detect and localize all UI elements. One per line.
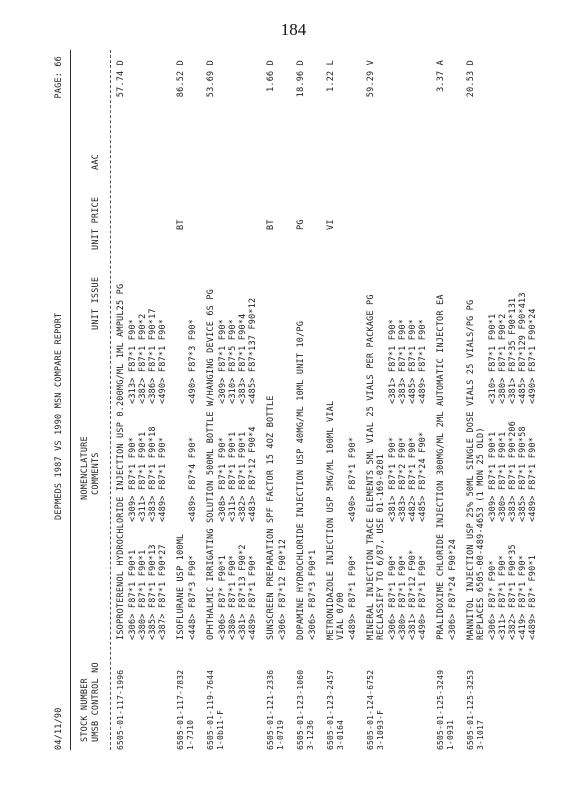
report-page-label: PAGE: 66 <box>54 56 64 99</box>
reference-code: <306> F87*3 F90*1 <box>308 549 318 640</box>
unit-issue: VI <box>326 219 336 230</box>
comment-text: REPLACES 6505-00-489-4653 (1 MON 25 OLD) <box>476 427 486 640</box>
entry-row <box>296 50 326 750</box>
reference-code: <309> F87*1 F90*1 <box>488 431 498 522</box>
report-title: DEPMEDS 1987 VS 1990 MSN COMPARE REPORT <box>54 312 64 520</box>
nomenclature <box>326 120 358 640</box>
control-number-value: 3-1017 <box>476 719 485 750</box>
reference-code: <489> F87* F90*1 <box>528 554 538 640</box>
reference-code: <308> F87*1 F90* <box>218 436 228 522</box>
stock-number <box>436 645 456 750</box>
nomenclature-text: ISOFLURANE USP 100ML <box>176 533 186 640</box>
nomenclature-text: METRONIDAZOLE INJECTION USP 5MG/ML 100ML VIAL <box>326 400 336 640</box>
comment-text: VIAL 0/00 <box>336 592 346 640</box>
reference-code: <490> F87*1 F90*24 <box>528 308 538 404</box>
stock-number-value: 6505-01-121-2336 <box>266 669 275 750</box>
unit-price: 86.52 D <box>176 60 186 98</box>
nomenclature <box>116 120 168 640</box>
stock-number <box>206 645 226 750</box>
nomenclature <box>176 120 198 640</box>
stock-number-value: 6505-01-117-1996 <box>116 669 125 750</box>
reference-row <box>488 286 498 640</box>
reference-codes <box>388 286 428 640</box>
col-umsb-control: UMSB CONTROL NO <box>91 662 101 742</box>
unit-price: 1.22 L <box>326 60 336 92</box>
entry-row <box>466 50 546 750</box>
reference-code: <381> F87*1 F90* <box>388 436 398 522</box>
col-unit-price: UNIT PRICE <box>91 196 101 250</box>
nomenclature <box>206 120 258 640</box>
col-unit-issue: UNIT ISSUE <box>91 276 101 330</box>
reference-code: <489> F87*1 F90* <box>528 436 538 522</box>
unit-issue: BT <box>176 219 186 230</box>
nomenclature-text: OPHTHALMIC IRRIGATING SOLUTION 500ML BOTTLE W/HANGING DEVICE 6S PG <box>206 289 216 640</box>
reference-row <box>218 286 228 640</box>
reference-row <box>508 286 518 640</box>
reference-row <box>128 286 138 640</box>
nomenclature-text: MANNITOL INJECTION USP 25% 50ML SINGLE DOSE VIALS 25 VIALS/PG PG <box>466 299 476 640</box>
reference-code: <381> F87*35 F90*131 <box>508 297 518 404</box>
stock-number-value: 6505-01-123-2457 <box>326 669 335 750</box>
unit-price: 18.96 D <box>296 60 306 98</box>
nomenclature-text: DOPAMINE HYDROCHLORIDE INJECTION USP 40MG/ML 10ML UNIT 10/PG <box>296 320 306 640</box>
reference-row <box>448 522 458 640</box>
reference-row <box>398 286 408 640</box>
entry-row <box>266 50 296 750</box>
page-number: 184 <box>280 20 307 39</box>
reference-code: <380> F87*1 F90* <box>398 554 408 640</box>
reference-row <box>278 522 288 640</box>
report-sheet <box>50 50 538 750</box>
reference-code: <385> F87*1 F90*13 <box>148 544 158 640</box>
reference-code: <383> F87*1 F90*4 <box>238 313 248 404</box>
reference-code: <380> F87*1 F90*2 <box>498 313 508 404</box>
entry-row <box>436 50 466 750</box>
entry-row <box>176 50 206 750</box>
stock-number-value: 6505-01-123-1060 <box>296 669 305 750</box>
reference-code: <309> F87*1 F90* <box>218 318 228 404</box>
reference-code: <383> F87*1 F90*206 <box>508 420 518 522</box>
col-stock-number: STOCK NUMBER <box>80 678 90 742</box>
reference-code: <382> F87*1 F90*2 <box>138 313 148 404</box>
reference-row <box>238 286 248 640</box>
stock-number <box>266 645 286 750</box>
col-nomenclature: NOMENCLATURE <box>80 436 90 500</box>
control-number-value: 1-0b11-F <box>216 709 225 750</box>
reference-codes <box>308 522 318 640</box>
reference-code: <489> F87*4 F90* <box>188 436 198 522</box>
col-comments: COMMENTS <box>91 452 101 495</box>
reference-code: <485> F87*129 F90*413 <box>518 292 528 404</box>
nomenclature-text: ISOPROTERENOL HYDROCHLORIDE INJECTION USP 0.200MG/ML 1ML AMPUL25 PG <box>116 283 126 640</box>
nomenclature-text: PRALIDOXIME CHLORIDE INJECTION 300MG/ML 2ML AUTOMATIC INJECTOR EA <box>436 294 446 640</box>
reference-code: <387> F87*1 F90*27 <box>158 544 168 640</box>
nomenclature <box>466 120 538 640</box>
col-aac: AAC <box>91 154 101 170</box>
reference-codes <box>278 522 288 640</box>
reference-code: <386> F87*1 F90*17 <box>148 308 158 404</box>
header-rule <box>70 50 71 750</box>
rotated-report <box>50 50 538 750</box>
reference-code: <385> F87*1 F90*58 <box>518 426 528 522</box>
nomenclature <box>436 120 458 640</box>
reference-row <box>388 286 398 640</box>
reference-code: <306> F87*1 F90*1 <box>128 549 138 640</box>
reference-code: <485> F87*24 F90* <box>418 431 428 522</box>
stock-number-value: 6505-01-124-6752 <box>366 669 375 750</box>
reference-code: <310> F87*1 F90*1 <box>488 313 498 404</box>
reference-code: <306> F87* F90*1 <box>218 554 228 640</box>
reference-code: <306> F87* F90* <box>488 560 498 640</box>
stock-number <box>466 645 486 750</box>
stock-number <box>176 645 196 750</box>
nomenclature <box>296 120 318 640</box>
reference-codes <box>218 286 258 640</box>
reference-code: <309> F87*1 F90* <box>128 436 138 522</box>
stock-number-value: 6505-01-117-7832 <box>176 669 185 750</box>
column-headers <box>80 50 110 750</box>
control-number-value: 1-0719 <box>276 719 285 750</box>
reference-code: <489> F87*1 F90* <box>418 318 428 404</box>
control-number-value: 3-1093-F <box>376 709 385 750</box>
reference-code: <306> F87*1 F90* <box>388 554 398 640</box>
stock-number <box>296 645 316 750</box>
reference-code: <382> F87*1 F90*1 <box>238 431 248 522</box>
reference-row <box>188 286 198 640</box>
reference-codes <box>188 286 198 640</box>
reference-code: <485> F87*1 F90* <box>408 318 418 404</box>
reference-code: <313> F87*1 F90* <box>128 318 138 404</box>
reference-code: <489> F87*1 F90* <box>158 436 168 522</box>
reference-row <box>228 286 238 640</box>
reference-codes <box>348 404 358 640</box>
reference-code: <381> F87*12 F90* <box>408 549 418 640</box>
reference-codes <box>128 286 168 640</box>
stock-number-value: 6505-01-125-3249 <box>436 669 445 750</box>
nomenclature-text: MINERAL INJECTION TRACE ELEMENTS 5ML VIAL 25 VIALS PER PACKAGE PG <box>366 294 376 640</box>
nomenclature-text: SUNSCREEN PREPARATION SPF FACTOR 15 4OZ BOTTLE <box>266 395 276 640</box>
nomenclature <box>266 120 288 640</box>
stock-number-value: 6505-01-119-7644 <box>206 669 215 750</box>
reference-code: <306> F87*12 F90*12 <box>278 538 288 640</box>
reference-code: <380> F87*1 F90* <box>228 554 238 640</box>
reference-code: <489> F87*1 F90* <box>248 554 258 640</box>
reference-code: <383> F87*1 F90*18 <box>148 426 158 522</box>
reference-row <box>248 286 258 640</box>
control-number-value: 1-0931 <box>446 719 455 750</box>
reference-row <box>348 404 358 640</box>
unit-issue: PG <box>296 219 306 230</box>
unit-price: 57.74 D <box>116 60 126 98</box>
reference-code: <383> F87*1 F90* <box>398 318 408 404</box>
reference-code: <490> F87*1 F90* <box>348 436 358 522</box>
stock-number <box>326 645 346 750</box>
unit-price: 3.37 A <box>436 60 446 92</box>
control-number-value: 3-0164 <box>336 719 345 750</box>
reference-codes <box>448 522 458 640</box>
reference-code: <490> F87*1 F90* <box>418 554 428 640</box>
comment-text: RECLASSIFY TO 6/87, USE 01-169-0201 <box>376 453 386 640</box>
reference-row <box>158 286 168 640</box>
control-number-value: 3-1236 <box>306 719 315 750</box>
reference-code: <311> F87*1 F90*1 <box>138 431 148 522</box>
reference-code: <419> F87*1 F90* <box>518 554 528 640</box>
reference-row <box>518 286 528 640</box>
column-rule <box>110 50 111 750</box>
reference-codes <box>488 286 538 640</box>
unit-price: 20.53 D <box>466 60 476 98</box>
reference-code: <482> F87*1 F90* <box>408 436 418 522</box>
entry-row <box>366 50 436 750</box>
entry-row <box>206 50 266 750</box>
unit-price: 59.29 V <box>366 60 376 98</box>
reference-row <box>138 286 148 640</box>
reference-code: <490> F87*3 F90* <box>188 318 198 404</box>
nomenclature <box>366 120 428 640</box>
stock-number <box>366 645 386 750</box>
reference-row <box>528 286 538 640</box>
reference-code: <380> F87*1 F90*1 <box>498 431 508 522</box>
reference-code: <380> F87*1 F90*1 <box>138 549 148 640</box>
unit-price: 1.66 D <box>266 60 276 92</box>
reference-code: <310> F87*5 F90* <box>228 318 238 404</box>
reference-code: <489> F87*1 F90* <box>348 554 358 640</box>
reference-row <box>408 286 418 640</box>
entry-row <box>326 50 366 750</box>
reference-code: <311> F87*1 F90* <box>498 554 508 640</box>
unit-price: 53.69 D <box>206 60 216 98</box>
reference-code: <483> F87*12 F90*4 <box>248 426 258 522</box>
report-header <box>54 50 66 750</box>
unit-issue: BT <box>266 219 276 230</box>
reference-code: <383> F87*2 F90* <box>398 436 408 522</box>
reference-code: <448> F87*3 F90* <box>188 554 198 640</box>
reference-code: <381> F87*13 F90*2 <box>238 544 248 640</box>
report-date: 04/11/90 <box>54 707 64 750</box>
reference-code: <490> F87*1 F90* <box>158 318 168 404</box>
reference-code: <382> F87*1 F90*35 <box>508 544 518 640</box>
entry-row <box>116 50 176 750</box>
reference-row <box>148 286 158 640</box>
reference-code: <381> F87*1 F90* <box>388 318 398 404</box>
stock-number <box>116 645 126 750</box>
reference-code: <485> F87*137 F90*12 <box>248 297 258 404</box>
reference-row <box>308 522 318 640</box>
reference-code: <306> F87*24 F90*24 <box>448 538 458 640</box>
reference-row <box>418 286 428 640</box>
reference-code: <311> F87*1 F90*1 <box>228 431 238 522</box>
stock-number-value: 6505-01-125-3253 <box>466 669 475 750</box>
reference-row <box>498 286 508 640</box>
control-number-value: 1-7J10 <box>186 719 195 750</box>
